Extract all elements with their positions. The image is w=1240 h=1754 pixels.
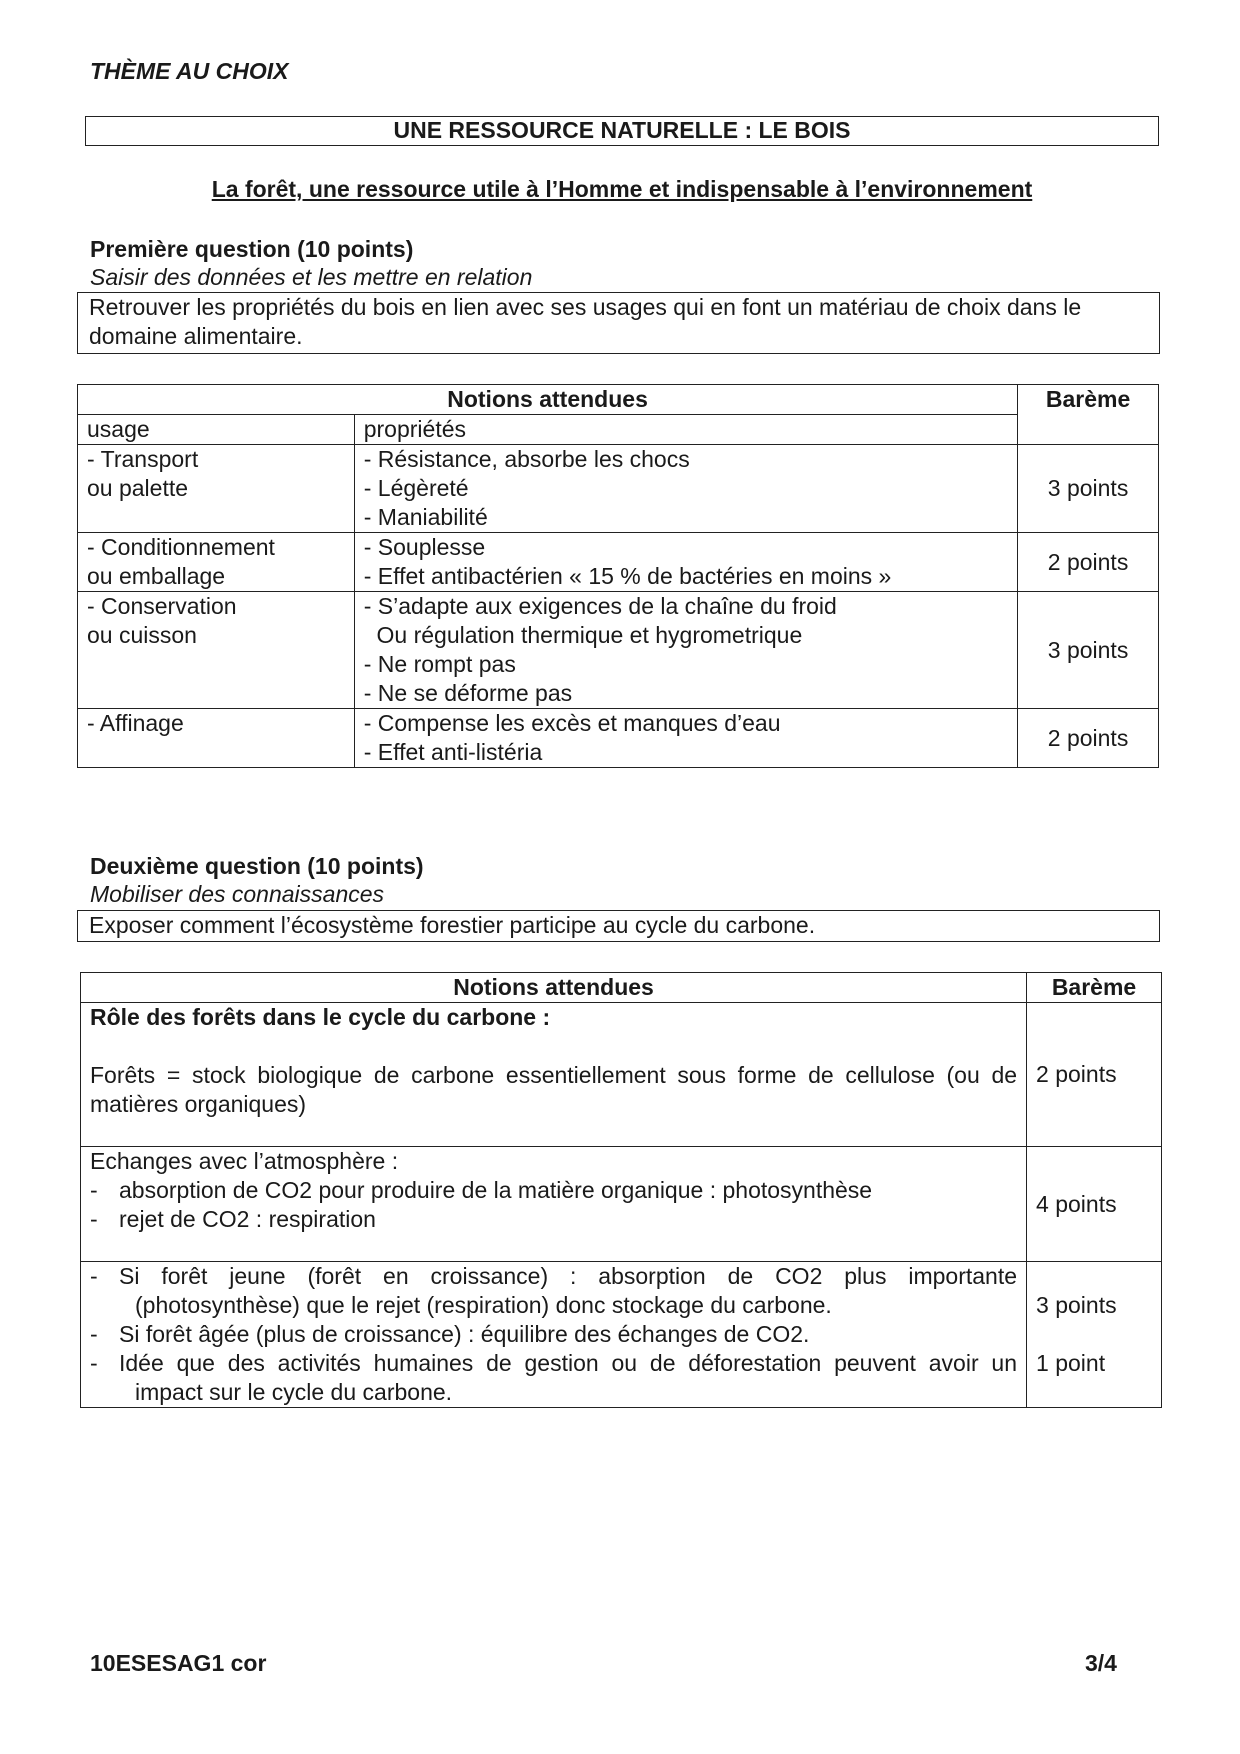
list-item: - Si forêt âgée (plus de croissance) : équilibre des échanges de CO2. xyxy=(90,1320,1017,1349)
q2-prompt-box xyxy=(77,910,1160,942)
points-cell: 4 points xyxy=(1027,1147,1162,1262)
q2-block2-intro: Echanges avec l’atmosphère : xyxy=(90,1148,399,1174)
list-item: - absorption de CO2 pour produire de la matière organique : photosynthèse xyxy=(90,1176,1017,1205)
list-item-text: Si forêt âgée (plus de croissance) : équilibre des échanges de CO2. xyxy=(119,1321,810,1347)
q1-col-props: propriétés xyxy=(354,415,1017,445)
points-cell: 1 point xyxy=(1036,1350,1106,1376)
usage-line: ou cuisson xyxy=(87,622,197,648)
table-row xyxy=(81,1003,1162,1147)
property-line: - Résistance, absorbe les chocs xyxy=(363,446,690,472)
q1-table xyxy=(77,384,1159,768)
document-title: UNE RESSOURCE NATURELLE : LE BOIS xyxy=(85,116,1159,146)
usage-line: - Affinage xyxy=(87,710,184,736)
table-row xyxy=(78,445,1159,533)
points-cell: 2 points xyxy=(1027,1003,1162,1147)
q1-skill: Saisir des données et les mettre en relation xyxy=(90,264,533,290)
table-row xyxy=(81,1262,1162,1408)
list-item: - Si forêt jeune (forêt en croissance) : absorption de CO2 plus importante xyxy=(90,1263,1018,1289)
property-line: Ou régulation thermique et hygrometrique xyxy=(363,622,803,648)
table-row xyxy=(81,1147,1162,1262)
page-number: 3/4 xyxy=(1085,1650,1117,1676)
document-subtitle: La forêt, une ressource utile à l’Homme et indispensable à l’environnement xyxy=(211,176,1033,202)
points-cell: 3 points xyxy=(1036,1292,1117,1318)
footer-code: 10ESESAG1 cor xyxy=(90,1650,267,1676)
points-cell: 3 points xyxy=(1018,445,1159,533)
list-item-text: Si forêt jeune (forêt en croissance) : absorption de CO2 plus importante xyxy=(119,1263,1018,1289)
property-line: - S’adapte aux exigences de la chaîne du froid xyxy=(363,593,837,619)
table-row xyxy=(78,709,1159,768)
property-line: - Effet anti-listéria xyxy=(363,739,543,765)
table-row xyxy=(78,533,1159,592)
points-cell: 2 points xyxy=(1018,533,1159,592)
usage-line: ou palette xyxy=(87,475,189,501)
table-row xyxy=(78,592,1159,709)
q1-col-usage: usage xyxy=(78,415,355,445)
property-line: - Ne se déforme pas xyxy=(363,680,573,706)
points-cell: 2 points xyxy=(1018,709,1159,768)
property-line: - Effet antibactérien « 15 % de bactéries en moins » xyxy=(363,563,892,589)
theme-label: THÈME AU CHOIX xyxy=(90,58,289,84)
property-line: - Maniabilité xyxy=(363,504,488,530)
q2-block1-text: Forêts = stock biologique de carbone essentiellement sous forme de cellulose (ou de matières organiques) xyxy=(90,1062,1018,1117)
property-line: - Légèreté xyxy=(363,475,469,501)
q1-prompt-box xyxy=(77,292,1160,354)
q2-header-notions: Notions attendues xyxy=(81,973,1027,1003)
q1-prompt: Retrouver les propriétés du bois en lien avec ses usages qui en font un matériau de choix dans le domaine alimentaire. xyxy=(89,294,1082,349)
q2-header-bareme: Barème xyxy=(1027,973,1162,1003)
q1-header-notions: Notions attendues xyxy=(78,385,1018,415)
q1-title: Première question (10 points) xyxy=(90,236,414,262)
q1-header-bareme: Barème xyxy=(1018,385,1159,445)
q2-prompt: Exposer comment l’écosystème forestier participe au cycle du carbone. xyxy=(89,912,816,938)
list-item-text: absorption de CO2 pour produire de la matière organique : photosynthèse xyxy=(119,1177,873,1203)
property-line: - Ne rompt pas xyxy=(363,651,516,677)
q2-block1-heading: Rôle des forêts dans le cycle du carbone : xyxy=(90,1004,551,1030)
list-item: - Idée que des activités humaines de gestion ou de déforestation peuvent avoir un xyxy=(90,1350,1018,1376)
q2-table xyxy=(80,972,1162,1408)
list-item-text: rejet de CO2 : respiration xyxy=(119,1206,376,1232)
property-line: - Compense les excès et manques d’eau xyxy=(363,710,781,736)
usage-line: - Transport xyxy=(87,446,199,472)
usage-line: - Conditionnement xyxy=(87,534,275,560)
usage-line: - Conservation xyxy=(87,593,237,619)
list-item-continuation: (photosynthèse) que le rejet (respiration) donc stockage du carbone. xyxy=(135,1292,832,1318)
usage-line: ou emballage xyxy=(87,563,226,589)
list-item-text: Idée que des activités humaines de gestion ou de déforestation peuvent avoir un xyxy=(119,1350,1018,1376)
property-line: - Souplesse xyxy=(363,534,486,560)
list-item-continuation: impact sur le cycle du carbone. xyxy=(135,1379,453,1405)
q2-title: Deuxième question (10 points) xyxy=(90,853,424,879)
list-item: - rejet de CO2 : respiration xyxy=(90,1205,1017,1234)
q2-skill: Mobiliser des connaissances xyxy=(90,881,385,907)
points-cell: 3 points xyxy=(1018,592,1159,709)
